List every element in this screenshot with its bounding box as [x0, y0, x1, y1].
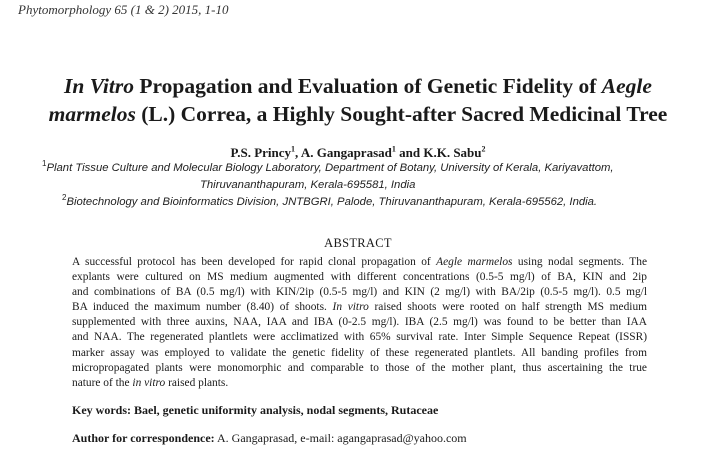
affiliation-2-line-1: Biotechnology and Bioinformatics Division, JNTBGRI, Palode, Thiruvananthapuram, Kerala-695562, India.: [66, 196, 598, 208]
correspondence: [72, 431, 467, 446]
affiliation-1-number: 1: [42, 159, 47, 169]
title-species-genus: Aegle: [601, 74, 652, 98]
abstract-line: explants were cultured on MS medium augmented with different concentrations (0.5-5 mg/l) of BA, KIN and 2ip: [72, 271, 647, 284]
abstract-line: [72, 300, 647, 315]
author-1: P.S. Princy: [230, 145, 292, 160]
paper-title-line-1: [0, 72, 716, 100]
abstract-line: [72, 255, 647, 270]
abstract-line: supplemented with three auxins, NAA, IAA and IBA (0-2.5 mg/l). IBA (2.5 mg/l) was found to be better than IAA: [72, 316, 647, 329]
abstract-species: Aegle marmelos: [436, 256, 513, 268]
author-list: [0, 145, 716, 161]
abstract-line: marker assay was employed to validate the genetic fidelity of these regenerated plantlets. All banding profiles from: [72, 346, 647, 359]
correspondence-text: A. Gangaprasad, e-mail: agangaprasad@yahoo.com: [214, 431, 467, 445]
abstract-in-vitro: in vitro: [132, 376, 166, 389]
author-separator: and: [395, 145, 424, 160]
affiliation-1: [42, 159, 614, 174]
author-separator: ,: [295, 145, 301, 160]
abstract-text: BA induced the maximum number (8.40) of shoots.: [72, 301, 333, 314]
author-2-affiliation: 1: [391, 144, 396, 154]
author-1-affiliation: 1: [291, 144, 296, 154]
affiliation-2: [62, 193, 598, 208]
abstract-text: nature of the: [72, 376, 133, 389]
keywords: [72, 403, 438, 418]
abstract-in-vitro: In vitro: [332, 301, 369, 314]
journal-citation: [18, 2, 229, 18]
abstract-text: raised plants.: [165, 376, 229, 389]
abstract-line: and combinations of BA (0.5 mg/l) with KIN/2ip (0.5-5 mg/l) and KIN (2 mg/l) with BA/2ip (0.5-5 mg/l). 0.5 mg/l: [72, 286, 647, 299]
keywords-label: Key words:: [72, 403, 131, 417]
journal-volume: 65 (1 & 2) 2015, 1-10: [114, 2, 229, 17]
journal-name: Phytomorphology: [18, 2, 112, 17]
abstract-heading: ABSTRACT: [324, 236, 392, 250]
title-in-vitro: In Vitro: [64, 74, 134, 98]
author-3-affiliation: 2: [481, 144, 486, 154]
paper-title-line-2: [0, 100, 716, 128]
title-species-epithet: marmelos: [48, 102, 136, 126]
affiliation-1-line-2: Thiruvananthapuram, Kerala-695581, India: [200, 179, 416, 191]
abstract-line: and NAA. The regenerated plantlets were acclimatized with 65% survival rate. Inter Simple Sequence Repeat (ISSR): [72, 331, 647, 344]
affiliation-2-number: 2: [62, 193, 67, 203]
abstract-text: using nodal segments. The: [512, 256, 647, 268]
abstract-text: A successful protocol has been developed for rapid clonal propagation of: [72, 256, 437, 268]
abstract-line: micropropagated plants were monomorphic and comparable to those of the mother plant, thus ascertaining the true: [72, 361, 647, 374]
affiliation-1-line-1: Plant Tissue Culture and Molecular Biology Laboratory, Department of Botany, University of Kerala, Kariyavattom,: [46, 162, 614, 174]
keywords-text: Bael, genetic uniformity analysis, nodal segments, Rutaceae: [131, 403, 439, 417]
title-text-2: (L.) Correa, a Highly Sought-after Sacred Medicinal Tree: [135, 102, 668, 126]
correspondence-label: Author for correspondence:: [72, 431, 215, 445]
abstract-body: [72, 255, 647, 391]
author-2: A. Gangaprasad: [300, 145, 392, 160]
abstract-line: [72, 376, 647, 391]
author-3: K.K. Sabu: [423, 145, 482, 160]
abstract-text: raised shoots were rooted on half strength MS medium: [368, 301, 647, 314]
title-text-1: Propagation and Evaluation of Genetic Fidelity of: [133, 74, 602, 98]
